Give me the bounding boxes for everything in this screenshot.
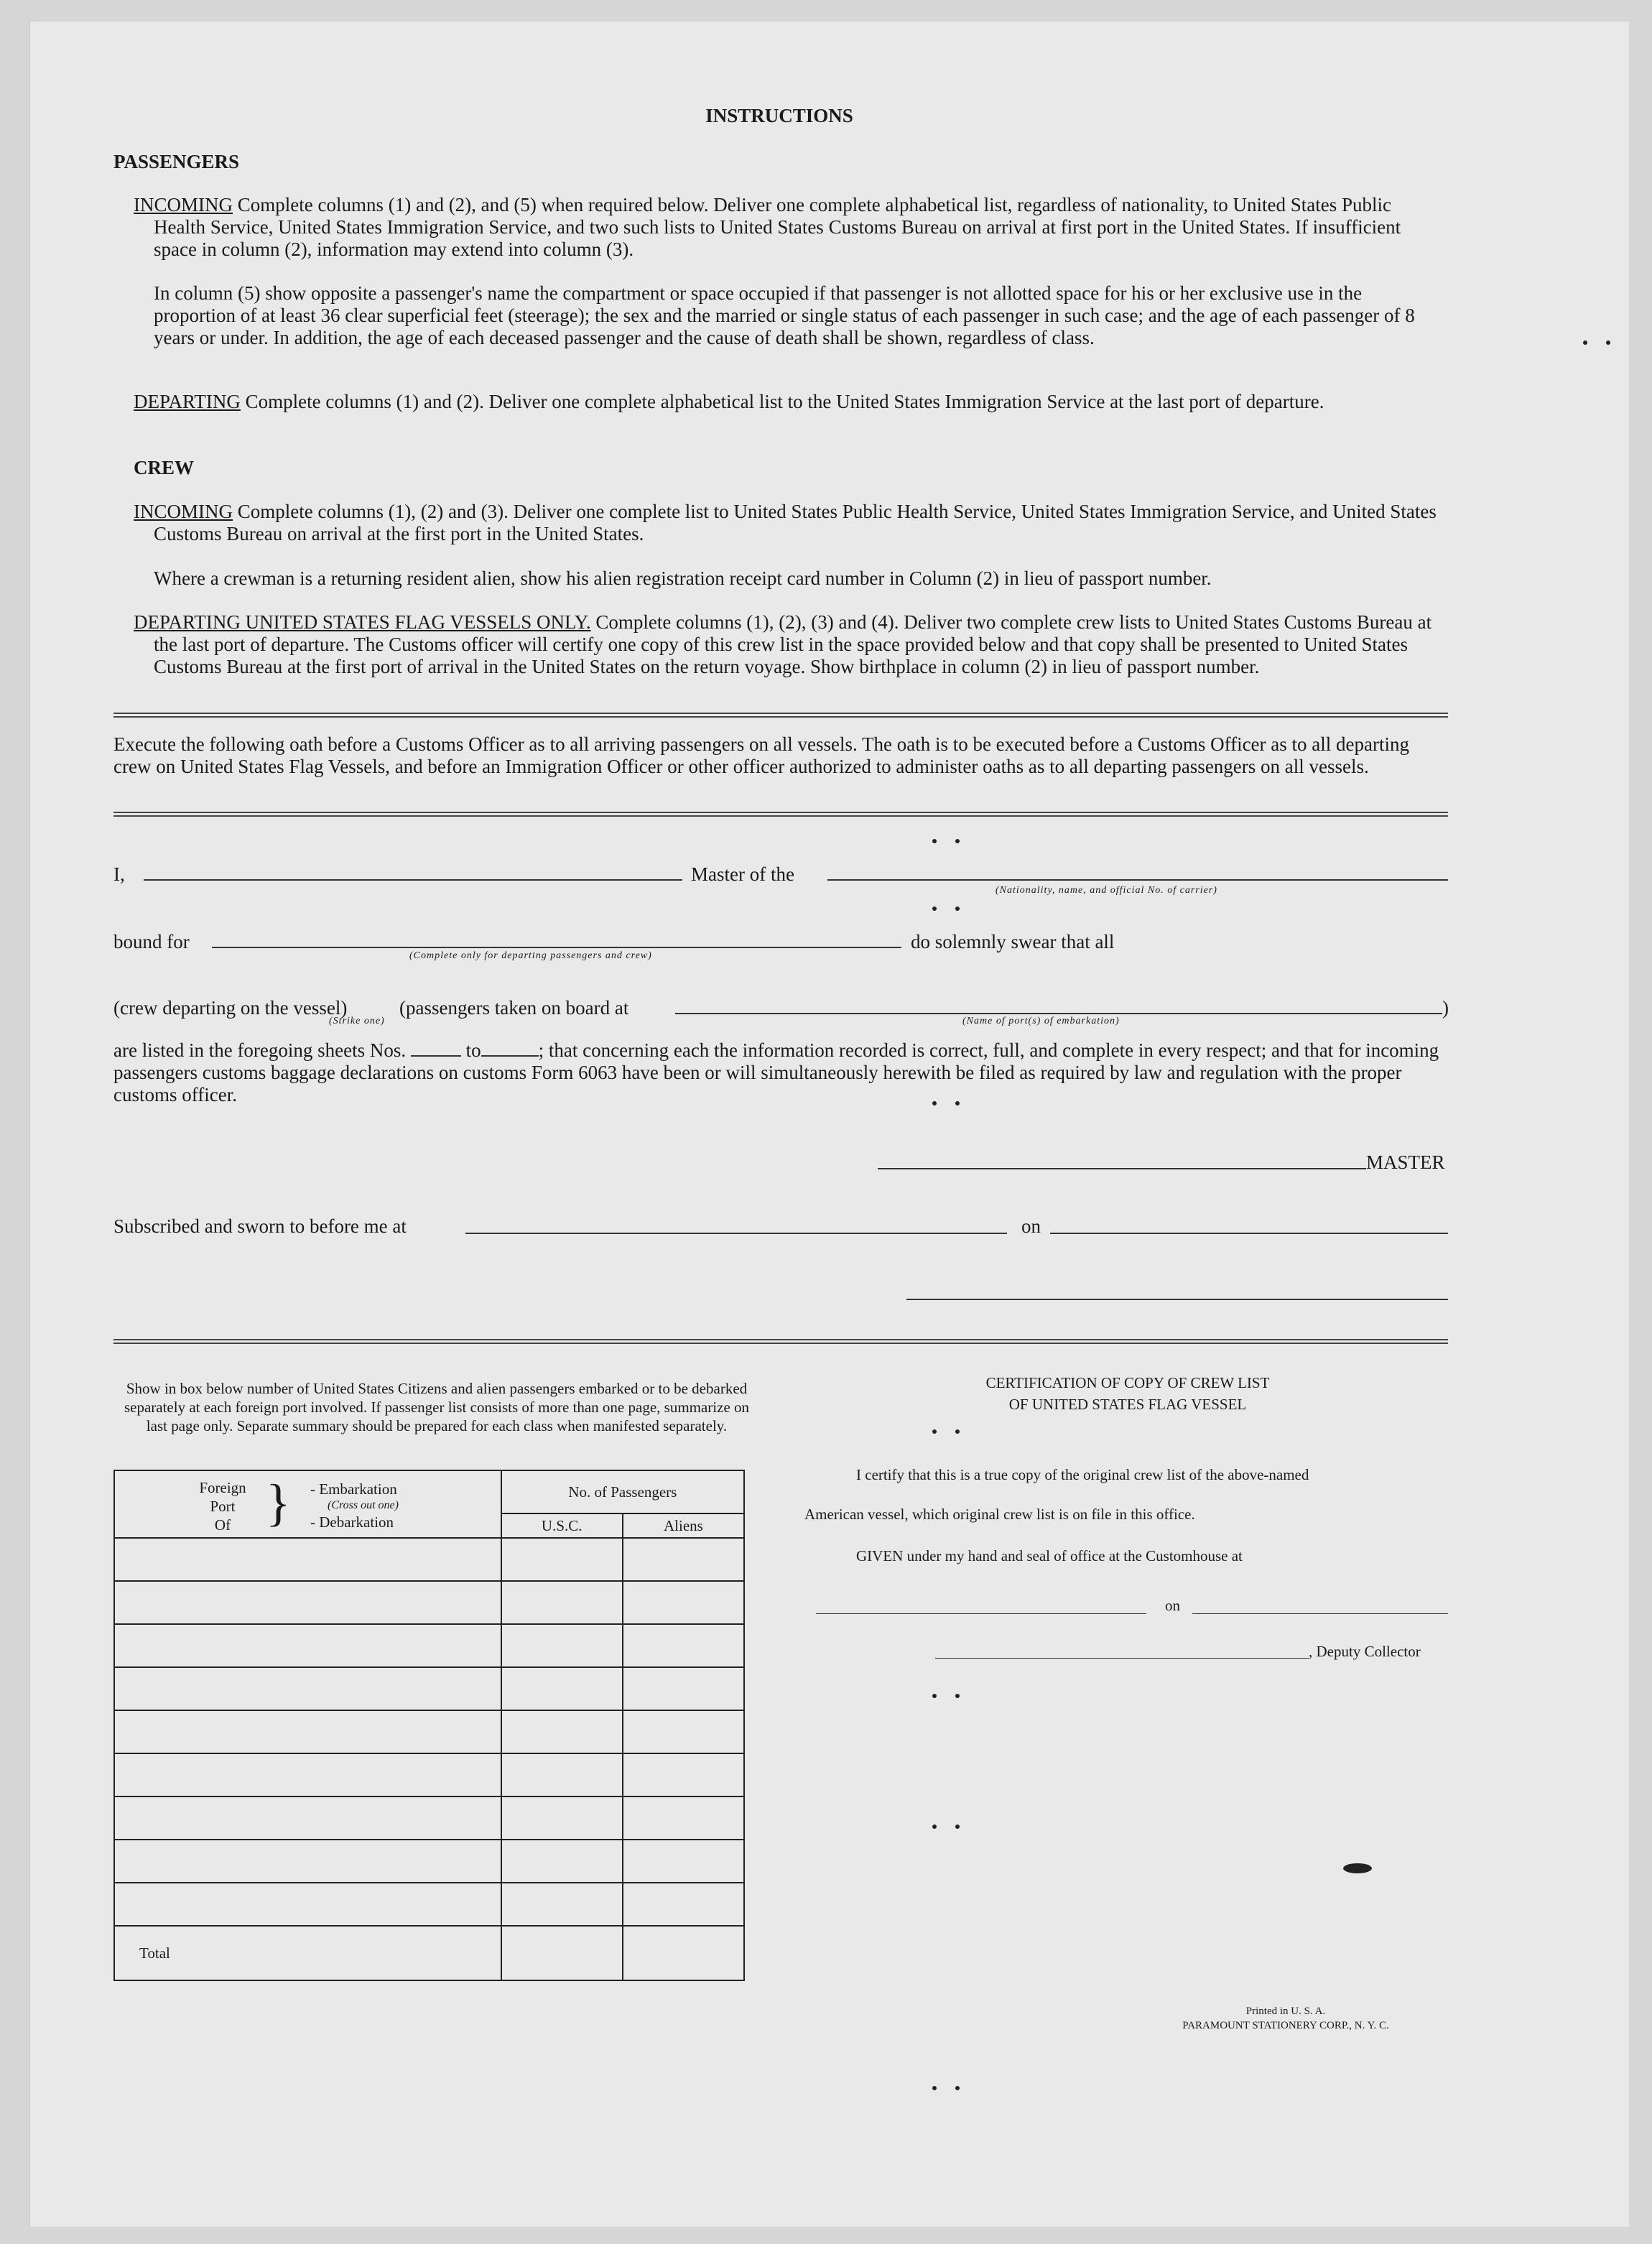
incoming-text: Complete columns (1) and (2), and (5) when required below. Deliver one complete alphabetical list, regardless of nationality, to United States Public Health Service, United States Immigration Service, and two such lists to United States Customs Bureau on arrival at first port in the United States. If insufficient space in column (2), information may extend into column (3). — [154, 194, 1401, 260]
subscribed-label: Subscribed and sworn to before me at — [113, 1215, 407, 1237]
aliens-cell[interactable] — [623, 1624, 744, 1667]
port-cell[interactable] — [114, 1883, 501, 1926]
passengers-heading: PASSENGERS — [113, 151, 240, 172]
listed-text-a: are listed in the foregoing sheets Nos. — [113, 1039, 407, 1061]
table-row — [114, 1796, 744, 1840]
subscribed-on-label: on — [1021, 1215, 1041, 1237]
departing-label: DEPARTING — [134, 391, 241, 412]
officer-signature-line[interactable] — [906, 1299, 1448, 1300]
usc-cell[interactable] — [501, 1753, 623, 1796]
scan-speck — [955, 839, 960, 843]
total-label: Total — [114, 1926, 501, 1980]
table-row — [114, 1538, 744, 1581]
page-title: INSTRUCTIONS — [705, 105, 853, 126]
scan-speck — [932, 2086, 937, 2090]
aliens-cell[interactable] — [623, 1796, 744, 1840]
master-name-line[interactable] — [144, 879, 682, 881]
scan-speck — [955, 1429, 960, 1434]
scan-speck — [955, 1694, 960, 1698]
scan-speck — [955, 1825, 960, 1829]
table-row — [114, 1667, 744, 1710]
crew-incoming-label: INCOMING — [134, 501, 233, 522]
scan-speck — [955, 907, 960, 911]
certification-title-2: OF UNITED STATES FLAG VESSEL — [1008, 1396, 1247, 1413]
port-label: Port — [210, 1498, 236, 1515]
listed-text-b: ; that concerning each the information recorded is correct, full, and complete in every respect; and that for incoming passengers customs baggage declarations on customs Form 6063 have been or will simultaneously herewith be filed as required by law and regulation with the proper customs officer. — [113, 1039, 1439, 1105]
usc-cell[interactable] — [501, 1710, 623, 1753]
deputy-signature-line[interactable] — [935, 1658, 1309, 1659]
passengers-departing-paragraph — [134, 391, 1447, 413]
certification-title-1: CERTIFICATION OF COPY OF CREW LIST — [985, 1374, 1270, 1391]
table-row — [114, 1581, 744, 1624]
port-cell[interactable] — [114, 1624, 501, 1667]
printer-line-2: PARAMOUNT STATIONERY CORP., N. Y. C. — [1182, 2020, 1389, 2031]
strike-one-caption: (Strike one) — [329, 1016, 385, 1026]
scan-speck — [1583, 340, 1587, 345]
passengers-taken-option: (passengers taken on board at — [399, 997, 629, 1019]
debarkation-option[interactable]: - Debarkation — [310, 1513, 394, 1531]
crew-departing-option: (crew departing on the vessel) — [113, 997, 348, 1019]
usc-cell[interactable] — [501, 1538, 623, 1581]
aliens-cell[interactable] — [623, 1710, 744, 1753]
scan-speck — [932, 839, 937, 843]
scan-speck — [932, 1429, 937, 1434]
aliens-cell[interactable] — [623, 1840, 744, 1883]
scan-speck — [955, 2086, 960, 2090]
crew-incoming-text: Complete columns (1), (2) and (3). Deliver one complete list to United States Public Health Service, United States Immigration Service, and United States Customs Bureau on arrival at the first port in the United States. — [154, 501, 1437, 544]
crew-incoming-paragraph — [134, 501, 1447, 545]
scan-speck — [932, 1101, 937, 1105]
double-rule — [113, 713, 1448, 718]
table-row — [114, 1710, 744, 1753]
scan-speck — [932, 907, 937, 911]
of-label: Of — [214, 1516, 231, 1534]
departing-flag-paragraph — [134, 611, 1447, 678]
scan-speck — [1606, 340, 1610, 345]
crew-heading: CREW — [134, 457, 195, 478]
column5-paragraph: In column (5) show opposite a passenger's name the compartment or space occupied if that passenger is not allotted space for his or her exclusive use in the proportion of at least 36 clear superficial feet (steerage); the sex and the married or single status of each passenger in such case; and the age of each passenger of 8 years or under. In addition, the age of each deceased passenger and the cause of death shall be shown, regardless of class. — [154, 282, 1415, 348]
oath-instruction: Execute the following oath before a Customs Officer as to all arriving passengers on all vessels. The oath is to be executed before a Customs Officer as to all departing crew on United States Flag Vessels, and before an Immigration Officer or other officer authorized to administer oaths as to all departing passengers on all vessels. — [113, 733, 1409, 777]
brace-icon: } — [266, 1474, 291, 1531]
passenger-summary-table — [113, 1470, 745, 1981]
printer-line-1: Printed in U. S. A. — [1245, 2006, 1326, 2017]
table-row — [114, 1753, 744, 1796]
deputy-collector-label: , Deputy Collector — [1309, 1643, 1421, 1660]
scan-speck — [955, 1101, 960, 1105]
certification-on-label: on — [1165, 1597, 1180, 1614]
sheet-to-blank[interactable] — [481, 1055, 539, 1057]
summary-instruction: Show in box below number of United States Citizens and alien passengers embarked or to be debarked separately at each foreign port involved. If passenger list consists of more than one page, summarize on last page only. Separate summary should be prepared for each class when manifested separately. — [124, 1380, 750, 1434]
port-cell[interactable] — [114, 1538, 501, 1581]
listed-to: to — [465, 1039, 481, 1061]
crewman-paragraph: Where a crewman is a returning resident alien, show his alien registration receipt card number in Column (2) in lieu of passport number. — [154, 567, 1212, 589]
usc-cell[interactable] — [501, 1883, 623, 1926]
scan-speck — [932, 1825, 937, 1829]
sheet-from-blank[interactable] — [411, 1055, 461, 1057]
departing-text: Complete columns (1) and (2). Deliver one complete alphabetical list to the United States Immigration Service at the last port of departure. — [245, 391, 1324, 412]
subscribed-place-line[interactable] — [465, 1233, 1007, 1234]
port-cell[interactable] — [114, 1667, 501, 1710]
usc-header: U.S.C. — [501, 1513, 623, 1538]
no-of-passengers-header: No. of Passengers — [501, 1470, 744, 1513]
ports-caption: (Name of port(s) of embarkation) — [962, 1016, 1120, 1026]
double-rule — [113, 1339, 1448, 1344]
listed-paragraph — [113, 1039, 1448, 1106]
swear-text: do solemnly swear that all — [911, 931, 1115, 952]
certification-date-line[interactable] — [1192, 1613, 1448, 1614]
nationality-caption: (Nationality, name, and official No. of carrier) — [996, 885, 1217, 896]
bound-for-line[interactable] — [212, 947, 901, 948]
departing-flag-text: Complete columns (1), (2), (3) and (4). Deliver two complete crew lists to United States Customs Bureau at the last port of departure. The Customs officer will certify one copy of this crew list in the space provided below and that copy shall be presented to United States Customs Bureau at the first port of arrival in the United States on the return voyage. Show birthplace in column (2) in lieu of passport number. — [154, 611, 1432, 677]
incoming-label: INCOMING — [134, 194, 233, 215]
close-paren: ) — [1442, 997, 1449, 1019]
table-row — [114, 1883, 744, 1926]
port-header-cell — [114, 1470, 501, 1538]
table-row — [114, 1624, 744, 1667]
usc-cell[interactable] — [501, 1581, 623, 1624]
subscribed-date-line[interactable] — [1050, 1233, 1448, 1234]
bound-for-label: bound for — [113, 931, 190, 952]
carrier-line[interactable] — [827, 879, 1448, 881]
aliens-cell[interactable] — [623, 1581, 744, 1624]
departing-flag-label: DEPARTING UNITED STATES FLAG VESSELS ONLY. — [134, 611, 591, 633]
master-signature-line[interactable] — [878, 1168, 1366, 1169]
customhouse-line[interactable] — [816, 1613, 1146, 1614]
double-rule — [113, 812, 1448, 817]
oath-i-label: I, — [113, 863, 125, 885]
total-usc-cell[interactable] — [501, 1926, 623, 1980]
given-text: GIVEN under my hand and seal of office at the Customhouse at — [856, 1547, 1243, 1564]
port-cell[interactable] — [114, 1581, 501, 1624]
scan-smudge — [1343, 1863, 1372, 1873]
master-label: MASTER — [1366, 1151, 1445, 1173]
embarkation-option[interactable]: - Embarkation — [310, 1480, 397, 1498]
total-row — [114, 1926, 744, 1980]
bound-caption: (Complete only for departing passengers and crew) — [409, 950, 652, 961]
usc-cell[interactable] — [501, 1796, 623, 1840]
aliens-header: Aliens — [623, 1513, 744, 1538]
total-aliens-cell[interactable] — [623, 1926, 744, 1980]
port-cell[interactable] — [114, 1796, 501, 1840]
ports-line[interactable] — [675, 1013, 1442, 1014]
aliens-cell[interactable] — [623, 1667, 744, 1710]
cross-out-note: (Cross out one) — [328, 1499, 399, 1511]
usc-cell[interactable] — [501, 1667, 623, 1710]
table-row — [114, 1840, 744, 1883]
passengers-incoming-paragraph — [134, 194, 1447, 261]
aliens-cell[interactable] — [623, 1538, 744, 1581]
foreign-label: Foreign — [199, 1479, 246, 1496]
port-cell[interactable] — [114, 1840, 501, 1883]
port-cell[interactable] — [114, 1753, 501, 1796]
scan-speck — [932, 1694, 937, 1698]
usc-cell[interactable] — [501, 1624, 623, 1667]
certify-text-2: American vessel, which original crew list is on file in this office. — [804, 1506, 1195, 1523]
master-of-the-label: Master of the — [691, 863, 794, 885]
port-cell[interactable] — [114, 1710, 501, 1753]
aliens-cell[interactable] — [623, 1883, 744, 1926]
usc-cell[interactable] — [501, 1840, 623, 1883]
aliens-cell[interactable] — [623, 1753, 744, 1796]
certify-text-1: I certify that this is a true copy of the original crew list of the above-named — [856, 1466, 1309, 1483]
